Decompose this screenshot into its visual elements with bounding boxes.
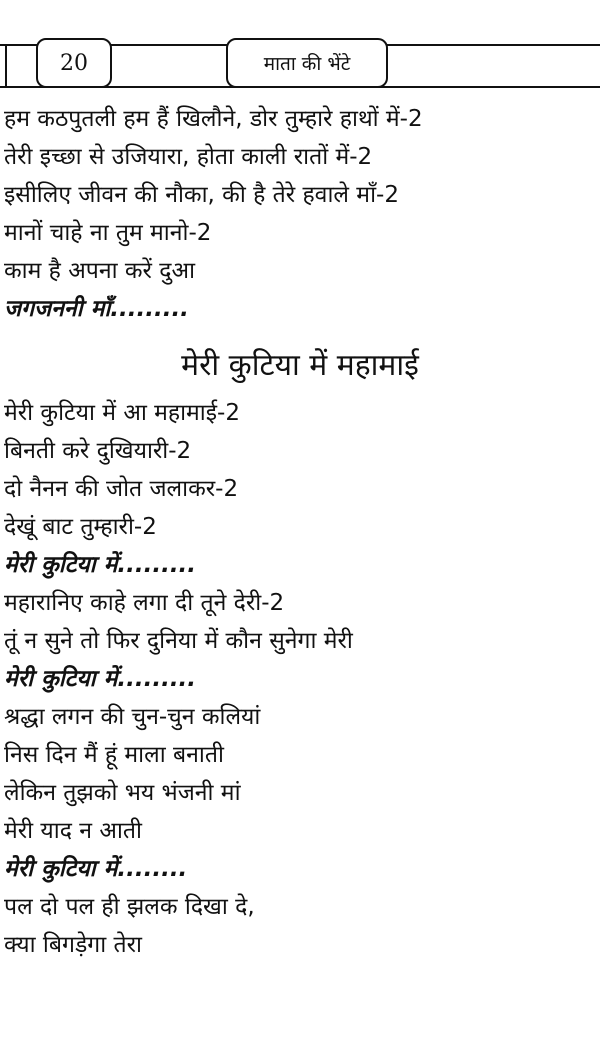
verse-line: पल दो पल ही झलक दिखा दे, bbox=[4, 894, 255, 920]
verse-line: इसीलिए जीवन की नौका, की है तेरे हवाले माँ-2 bbox=[4, 182, 399, 208]
refrain-line: जगजननी माँ......... bbox=[4, 296, 189, 322]
verse-line: देखूं बाट तुम्हारी-2 bbox=[4, 514, 157, 540]
verse-line: क्या बिगड़ेगा तेरा bbox=[4, 932, 142, 958]
verse-line: मेरी कुटिया में आ महामाई-2 bbox=[4, 400, 240, 426]
verse-line: लेकिन तुझको भय भंजनी मां bbox=[4, 780, 241, 806]
verse-line: मेरी याद न आती bbox=[4, 818, 142, 844]
verse-line: बिनती करे दुखियारी-2 bbox=[4, 438, 192, 464]
header-left-stub bbox=[5, 44, 23, 86]
refrain-line: मेरी कुटिया में........ bbox=[4, 856, 188, 882]
book-title: माता की भेंटे bbox=[226, 38, 388, 88]
verse-line: दो नैनन की जोत जलाकर-2 bbox=[4, 476, 239, 502]
verse-line: श्रद्धा लगन की चुन-चुन कलियां bbox=[4, 704, 261, 730]
page-header bbox=[0, 38, 600, 88]
bhajan-title: मेरी कुटिया में महामाई bbox=[181, 348, 419, 383]
refrain-line: मेरी कुटिया में......... bbox=[4, 666, 197, 692]
verse-line: काम है अपना करें दुआ bbox=[4, 258, 195, 284]
verse-line: महारानिए काहे लगा दी तूने देरी-2 bbox=[4, 590, 285, 616]
verse-line: हम कठपुतली हम हैं खिलौने, डोर तुम्हारे हाथों में-2 bbox=[4, 106, 423, 132]
verse-line: निस दिन मैं हूं माला बनाती bbox=[4, 742, 224, 768]
page-number: 20 bbox=[36, 38, 112, 88]
verse-line: मानों चाहे ना तुम मानो-2 bbox=[4, 220, 212, 246]
refrain-line: मेरी कुटिया में......... bbox=[4, 552, 197, 578]
verse-line: तूं न सुने तो फिर दुनिया में कौन सुनेगा मेरी bbox=[4, 628, 353, 654]
page-body bbox=[0, 100, 600, 964]
verse-line: तेरी इच्छा से उजियारा, होता काली रातों में-2 bbox=[4, 144, 373, 170]
